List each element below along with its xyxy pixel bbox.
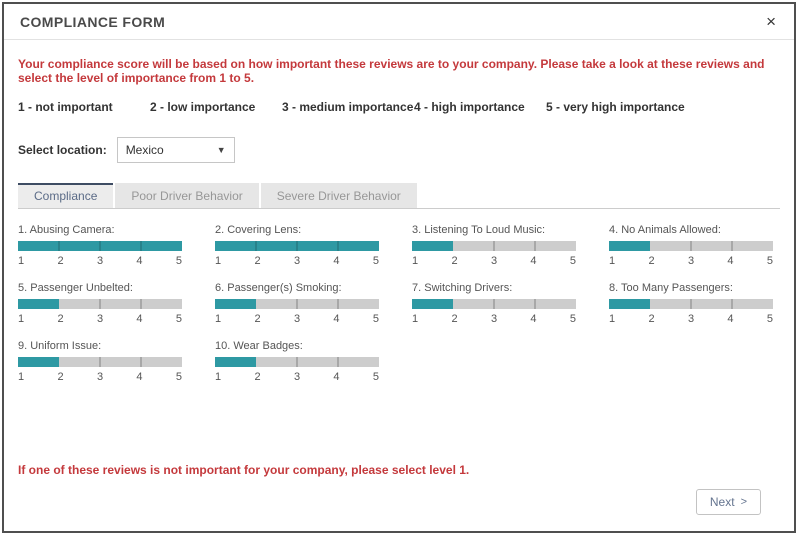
slider-label: 2. Covering Lens:	[215, 224, 302, 236]
slider-tick	[493, 299, 495, 309]
scale-label: 5	[175, 313, 182, 325]
slider-tick	[337, 357, 339, 367]
scale-label: 3	[293, 371, 301, 383]
scale-label: 3	[687, 255, 695, 267]
scale-label: 4	[333, 255, 340, 267]
footer	[18, 489, 780, 515]
note-text: If one of these reviews is not important for your company, please select level 1.	[18, 463, 470, 477]
slider-tick	[296, 299, 298, 309]
location-row	[18, 137, 780, 163]
scale-label: 1	[215, 255, 222, 267]
scale-label: 3	[687, 313, 695, 325]
scale-label: 1	[412, 313, 419, 325]
scale-label: 2	[254, 255, 261, 267]
scale-label: 3	[490, 313, 498, 325]
scale-label: 4	[333, 313, 340, 325]
slider-scale	[609, 255, 773, 267]
slider-track[interactable]	[609, 241, 773, 251]
slider-label: 10. Wear Badges:	[215, 340, 303, 352]
slider-fill	[215, 299, 256, 309]
slider-item	[412, 224, 576, 267]
tab-compliance[interactable]: Compliance	[18, 183, 113, 208]
scale-label: 4	[136, 371, 143, 383]
location-label: Select location:	[18, 143, 107, 157]
slider-item	[215, 340, 379, 383]
scale-label: 3	[293, 255, 301, 267]
slider-tick	[99, 241, 101, 251]
scale-label: 5	[175, 255, 182, 267]
slider-tick	[731, 299, 733, 309]
slider-track[interactable]	[215, 241, 379, 251]
scale-label: 1	[609, 313, 616, 325]
scale-label: 2	[57, 313, 64, 325]
tab-poor-driver-behavior[interactable]: Poor Driver Behavior	[115, 183, 258, 208]
slider-item	[609, 224, 773, 267]
scale-label: 4	[136, 313, 143, 325]
slider-tick	[731, 241, 733, 251]
slider-item	[18, 340, 182, 383]
slider-tick	[140, 241, 142, 251]
slider-item	[18, 224, 182, 267]
slider-tick	[58, 241, 60, 251]
slider-scale	[215, 313, 379, 325]
scale-label: 1	[215, 371, 222, 383]
slider-label: 3. Listening To Loud Music:	[412, 224, 546, 236]
slider-scale	[18, 255, 182, 267]
slider-tick	[493, 241, 495, 251]
slider-fill	[609, 299, 650, 309]
tab-severe-driver-behavior[interactable]: Severe Driver Behavior	[261, 183, 417, 208]
slider-item	[609, 282, 773, 325]
scale-label: 3	[96, 371, 104, 383]
scale-label: 1	[609, 255, 616, 267]
scale-label: 2	[451, 255, 458, 267]
scale-label: 3	[490, 255, 498, 267]
close-icon[interactable]: ×	[766, 12, 776, 31]
slider-tick	[337, 299, 339, 309]
slider-tick	[534, 241, 536, 251]
slider-track[interactable]	[412, 299, 576, 309]
scale-label: 2	[254, 371, 261, 383]
slider-scale	[412, 313, 576, 325]
slider-track[interactable]	[18, 241, 182, 251]
scale-label: 2	[648, 313, 655, 325]
slider-item	[18, 282, 182, 325]
scale-label: 2	[648, 255, 655, 267]
legend-item: 4 - high importance	[414, 100, 525, 114]
slider-track[interactable]	[18, 299, 182, 309]
legend-item: 1 - not important	[18, 100, 113, 114]
slider-tick	[255, 241, 257, 251]
importance-legend	[18, 100, 780, 114]
scale-label: 2	[57, 255, 64, 267]
slider-scale	[215, 255, 379, 267]
slider-track[interactable]	[215, 357, 379, 367]
slider-scale	[18, 313, 182, 325]
slider-tick	[99, 357, 101, 367]
slider-tick	[140, 299, 142, 309]
scale-label: 5	[569, 313, 576, 325]
slider-label: 8. Too Many Passengers:	[609, 282, 733, 294]
slider-tick	[690, 241, 692, 251]
intro-text: Your compliance score will be based on how important these reviews are to your company. Please take a look at these reviews and select the level of importance from 1 to 5.	[18, 57, 765, 85]
scale-label: 4	[727, 255, 734, 267]
slider-label: 9. Uniform Issue:	[18, 340, 102, 352]
slider-scale	[215, 371, 379, 383]
compliance-form-dialog	[2, 2, 796, 533]
slider-scale	[18, 371, 182, 383]
scale-label: 5	[372, 371, 379, 383]
slider-label: 6. Passenger(s) Smoking:	[215, 282, 342, 294]
scale-label: 5	[372, 255, 379, 267]
slider-label: 5. Passenger Unbelted:	[18, 282, 133, 294]
slider-grid	[18, 224, 780, 383]
scale-label: 1	[18, 313, 25, 325]
dialog-title: COMPLIANCE FORM	[20, 14, 166, 30]
tab-bar	[18, 183, 780, 209]
scale-label: 4	[530, 313, 537, 325]
legend-item: 3 - medium importance	[282, 100, 414, 114]
slider-label: 4. No Animals Allowed:	[609, 224, 721, 236]
slider-track[interactable]	[609, 299, 773, 309]
scale-label: 5	[372, 313, 379, 325]
slider-label: 1. Abusing Camera:	[18, 224, 115, 236]
slider-track[interactable]	[18, 357, 182, 367]
slider-item	[412, 282, 576, 325]
slider-tick	[140, 357, 142, 367]
slider-scale	[412, 255, 576, 267]
scale-label: 4	[333, 371, 340, 383]
scale-label: 3	[293, 313, 301, 325]
slider-fill	[215, 357, 256, 367]
slider-label: 7. Switching Drivers:	[412, 282, 513, 294]
legend-item: 5 - very high importance	[546, 100, 685, 114]
scale-label: 5	[569, 255, 576, 267]
slider-track[interactable]	[215, 299, 379, 309]
scale-label: 5	[175, 371, 182, 383]
scale-label: 1	[215, 313, 222, 325]
slider-track[interactable]	[412, 241, 576, 251]
slider-item	[215, 224, 379, 267]
slider-tick	[296, 357, 298, 367]
location-select[interactable]	[117, 137, 235, 163]
location-selected-value: Mexico	[125, 143, 164, 157]
scale-label: 4	[530, 255, 537, 267]
next-button-label: Next	[709, 495, 735, 509]
slider-fill	[412, 299, 453, 309]
slider-fill	[18, 299, 59, 309]
scale-label: 3	[96, 313, 104, 325]
legend-item: 2 - low importance	[150, 100, 256, 114]
slider-scale	[609, 313, 773, 325]
slider-tick	[690, 299, 692, 309]
scale-label: 5	[766, 255, 773, 267]
scale-label: 5	[766, 313, 773, 325]
scale-label: 1	[412, 255, 419, 267]
scale-label: 3	[96, 255, 104, 267]
scale-label: 4	[136, 255, 143, 267]
slider-tick	[337, 241, 339, 251]
slider-item	[215, 282, 379, 325]
scale-label: 4	[727, 313, 734, 325]
scale-label: 1	[18, 371, 25, 383]
dialog-content	[4, 57, 794, 515]
chevron-down-icon: ▼	[216, 145, 226, 155]
scale-label: 2	[57, 371, 64, 383]
next-button[interactable]	[696, 489, 761, 515]
slider-tick	[534, 299, 536, 309]
scale-label: 2	[254, 313, 261, 325]
slider-fill	[412, 241, 453, 251]
slider-tick	[99, 299, 101, 309]
dialog-header	[4, 4, 794, 40]
slider-fill	[609, 241, 650, 251]
slider-tick	[296, 241, 298, 251]
scale-label: 1	[18, 255, 25, 267]
chevron-right-icon: >	[740, 496, 747, 508]
scale-label: 2	[451, 313, 458, 325]
slider-fill	[18, 357, 59, 367]
